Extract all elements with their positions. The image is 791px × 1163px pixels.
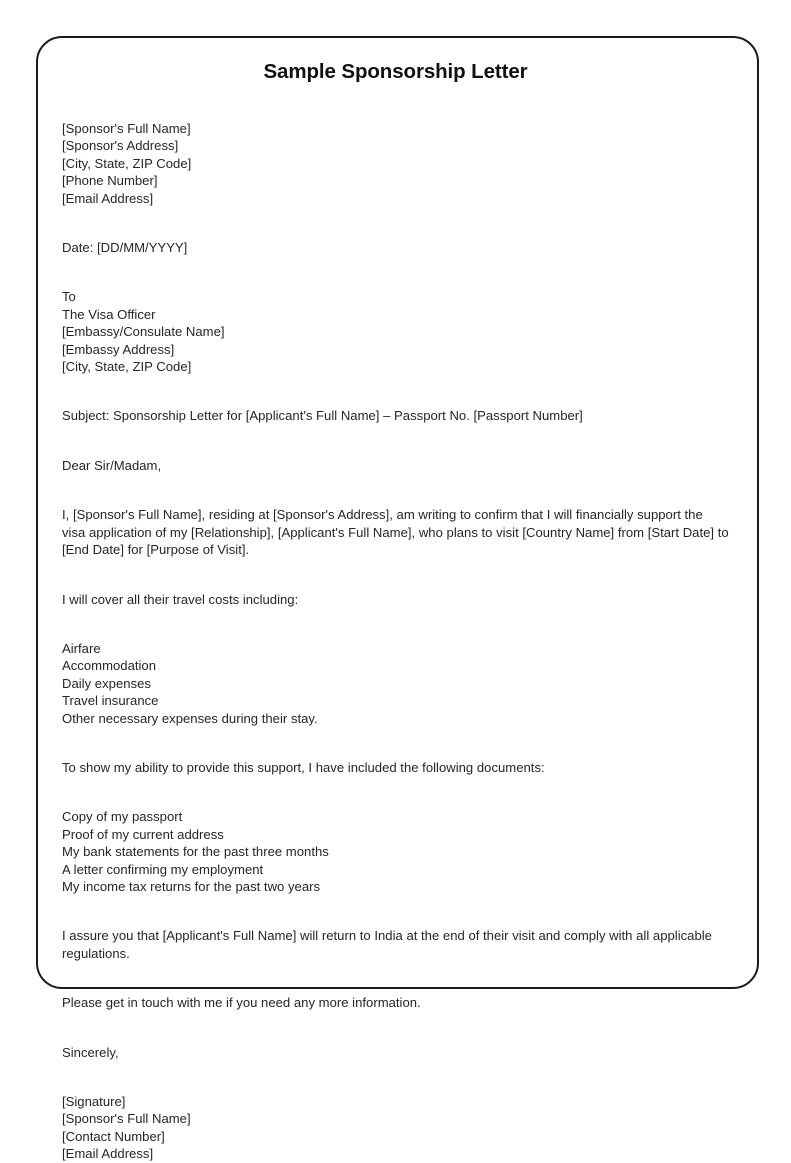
sender-line: [Sponsor's Address] xyxy=(62,138,179,154)
list-item: Daily expenses xyxy=(62,675,151,691)
closing-request-line: Please get in touch with me if you need any more information. xyxy=(62,995,421,1011)
sender-line: [City, State, ZIP Code] xyxy=(62,155,192,171)
subject-block xyxy=(62,407,729,424)
subject-line: Subject: Sponsorship Letter for [Applicant's Full Name] – Passport No. [Passport Number] xyxy=(62,408,583,424)
sender-address-block xyxy=(62,120,729,207)
travel-costs-list xyxy=(62,640,729,727)
sender-line: [Phone Number] xyxy=(62,173,158,189)
letter-frame-border xyxy=(36,36,759,1162)
salutation-block xyxy=(62,457,729,474)
list-item: Copy of my passport xyxy=(62,809,183,825)
assurance-paragraph: I assure you that [Applicant's Full Name] will return to India at the end of their visit and comply with all applicable regulations. xyxy=(62,928,716,961)
documents-intro-block xyxy=(62,759,729,776)
list-item: A letter confirming my employment xyxy=(62,861,264,877)
closing-request-block xyxy=(62,994,729,1011)
signature-block xyxy=(62,1093,729,1163)
list-item: Other necessary expenses during their stay. xyxy=(62,710,318,726)
letter-body xyxy=(62,38,733,1163)
sign-off-block xyxy=(62,1044,729,1061)
costs-intro-block xyxy=(62,591,729,608)
list-item: My income tax returns for the past two years xyxy=(62,878,321,894)
assurance-block xyxy=(62,927,729,962)
sign-off-line: Sincerely, xyxy=(62,1044,119,1060)
recipient-line: [City, State, ZIP Code] xyxy=(62,359,192,375)
list-item: My bank statements for the past three months xyxy=(62,844,329,860)
signature-line: [Sponsor's Full Name] xyxy=(62,1111,191,1127)
costs-intro-line: I will cover all their travel costs including: xyxy=(62,591,299,607)
date-line: Date: [DD/MM/YYYY] xyxy=(62,240,188,256)
list-item: Proof of my current address xyxy=(62,826,224,842)
intro-paragraph: I, [Sponsor's Full Name], residing at [Sponsor's Address], am writing to confirm that I will financially support the visa application of my [Relationship], [Applicant's Full Name], who plans to visit [Country Name] from [Start Date] to [End Date] for [Purpose of Visit]. xyxy=(62,507,733,558)
list-item: Accommodation xyxy=(62,658,157,674)
recipient-address-block xyxy=(62,288,729,375)
recipient-line: [Embassy/Consulate Name] xyxy=(62,324,225,340)
recipient-line: To xyxy=(62,289,76,305)
page-title: Sample Sponsorship Letter xyxy=(263,60,528,83)
documents-intro-line: To show my ability to provide this support, I have included the following documents: xyxy=(62,759,545,775)
intro-paragraph-block xyxy=(62,506,733,558)
supporting-documents-list xyxy=(62,808,729,895)
signature-line: [Signature] xyxy=(62,1094,126,1109)
recipient-line: The Visa Officer xyxy=(62,306,156,322)
date-block xyxy=(62,239,729,256)
list-item: Travel insurance xyxy=(62,693,159,709)
signature-line: [Contact Number] xyxy=(62,1128,165,1144)
signature-line: [Email Address] xyxy=(62,1146,154,1162)
list-item: Airfare xyxy=(62,640,101,656)
recipient-line: [Embassy Address] xyxy=(62,341,175,357)
sender-line: [Email Address] xyxy=(62,190,154,206)
salutation-line: Dear Sir/Madam, xyxy=(62,457,162,473)
sender-line: [Sponsor's Full Name] xyxy=(62,121,191,136)
